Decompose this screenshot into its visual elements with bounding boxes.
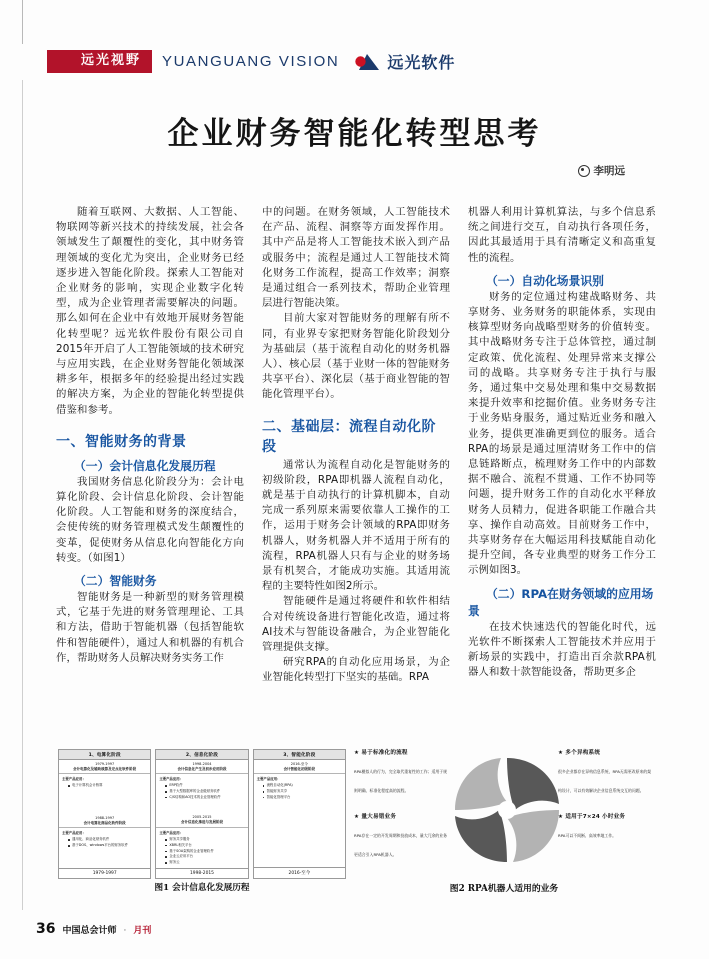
column-2: [262, 205, 450, 750]
paragraph: 通常认为流程自动化是智能财务的初级阶段，RPA即机器人流程自动化，就是基于自动执行的计算机脚本，自动完成一系列原来需要依靠人工操作的工作，运用于财务会计领域的RPA即财务机器人，财务机器人并不适用于所有的流程，RPA机器人只有与企业的财务场景有机契合，才能成功实施。其适用流程的主要特性如图2所示。: [262, 458, 450, 593]
masthead-brand: 远光软件: [387, 52, 456, 72]
stage-year: 1998-2004: [192, 761, 212, 766]
stage-body-2: [156, 828, 247, 868]
list-item: XBRL相关平台: [165, 843, 244, 848]
stage-item-list-2: [62, 837, 147, 848]
list-item: ERP软件: [165, 783, 244, 788]
stage-subtitle-2: [59, 814, 150, 828]
article-columns: [56, 205, 656, 750]
stage-item-list: [62, 783, 147, 788]
stage-subtitle-text-2: 会计信息化推进与发展阶段: [180, 820, 223, 825]
stage-year: 1979-1997: [95, 761, 115, 766]
stage-footer: 1998-2015: [156, 868, 247, 878]
paragraph: 智能硬件是通过将硬件和软件相结合对传统设备进行智能化改造，通过将AI技术与智能设备融合，为企业智能化管理提供支撑。: [262, 595, 450, 654]
subsection-heading: （二）RPA在财务领域的应用场景: [468, 586, 654, 618]
stage-subtitle-text: 会计信息化产生及初步应用阶段: [177, 766, 227, 771]
note-text: RPA模拟人的行为，完全取代重复性的工作；适用于规则明确、标准化程度高的流程。: [354, 768, 448, 793]
stage-footer: 1979-1997: [59, 868, 150, 878]
figure2-note-top-left: [354, 748, 450, 796]
figure2-note-top-right: [558, 748, 654, 796]
note-text: RPA存在一定的开发周期和投放成本，量大冗余的业务更适合引入RPA机器人。: [354, 832, 448, 857]
stage-item-list: [257, 783, 342, 800]
stage-year: 2016-至今: [290, 761, 308, 766]
stage-item-list-2: [159, 837, 244, 865]
masthead-logo: [353, 50, 455, 73]
list-item: 电子计算机会计核算: [68, 783, 147, 788]
stage-body-label-2: 主要产品应用：: [62, 831, 86, 836]
stage-subtitle: [59, 760, 150, 774]
stage-header: 3、智能化阶段: [254, 750, 345, 760]
paragraph: 在技术快速迭代的智能化时代，远光软件不断探索人工智能技术并应用于新场景的实践中，打造出百余款RPA机器人和数十款智能设备，帮助更多企: [468, 620, 656, 679]
masthead: [47, 48, 455, 74]
list-item: C/S结构和AO技术的企业管理软件: [165, 795, 244, 800]
paragraph: 我国财务信息化阶段分为：会计电算化阶段、会计信息化阶段、会计智能化阶段。人工智能和财务的深度结合，会使传统的财务管理模式发生颠覆性的变革，促使财务从信息化向智能化方向转变。（如图1）: [56, 475, 244, 564]
list-item: 基于SOA架构的企业管理软件: [165, 849, 244, 854]
note-star-heading: ★ 量大易错业务: [354, 814, 397, 820]
stage-header: 1、电算化阶段: [59, 750, 150, 760]
stage-body-label: 主要产品应用：: [159, 777, 184, 782]
figure1-stage-3: [253, 749, 346, 879]
list-item: 智能财务共享: [263, 789, 342, 794]
stage-body: [254, 774, 345, 823]
stage-subtitle: [156, 760, 247, 774]
stage-body: [59, 774, 150, 814]
note-text: 很多企业都存在异构信息系统，RPA无需更改原来的架构设计，可以有效解决企业信息系统交互的问题。: [558, 768, 652, 793]
stage-year-2: 2005-2015: [192, 815, 212, 820]
page-number: 36: [36, 921, 56, 937]
subsection-heading: （一）自动化场景识别: [486, 273, 604, 288]
stage-subtitle-2: [156, 814, 247, 828]
figure-2-caption: 图2 RPA机器人适用的业务: [449, 884, 559, 894]
section-heading: 一、智能财务的背景: [56, 433, 187, 450]
figure-1: [58, 749, 346, 879]
paragraph: 研究RPA的自动化应用场景，为企业智能化转型打下坚实的基础。RPA: [262, 656, 450, 684]
byline: [578, 163, 626, 178]
list-item: 流程自动化(RPA): [263, 783, 342, 788]
yuanguang-logo-icon: [353, 50, 383, 72]
stage-subtitle-text-2: 会计电算化商品化软件阶段: [83, 820, 126, 825]
note-text: RPA可以不间断、高效率地工作。: [558, 832, 617, 838]
page-title: 企业财务智能化转型思考: [167, 116, 542, 152]
list-item: 财务云: [165, 860, 244, 865]
figure2-note-bottom-left: [354, 812, 450, 860]
masthead-tag: 远光视野: [47, 50, 152, 73]
stage-item-list: [159, 783, 244, 800]
column-1: [56, 205, 244, 750]
list-item: 企业云应用平台: [165, 854, 244, 859]
list-item: 通用化、商品化财务软件: [68, 837, 147, 842]
spine-rule-top: [22, 0, 23, 44]
stage-body-label: 主要产品应用：: [256, 777, 281, 782]
figure-2: [354, 748, 654, 880]
stage-subtitle-text: 会计电算化及辅助核算及定点化软件阶段: [73, 766, 137, 771]
note-star-heading: ★ 适用于7×24 小时业务: [558, 814, 626, 820]
column-3: [468, 205, 656, 750]
issue-frequency: 月刊: [133, 926, 152, 936]
stage-body-2: [59, 828, 150, 868]
list-item: 财务共享服务: [165, 837, 244, 842]
figure1-stage-2: [155, 749, 248, 879]
paragraph: 随着互联网、大数据、人工智能、物联网等新兴技术的持续发展，社会各领域发生了颠覆性的变化，其中财务管理领域的变化尤为突出，企业财务已经逐步进入智能化阶段。探索人工智能对企业财务的影响，实现企业数字化转型，成为企业管理者需要解决的问题。那么如何在企业中有效地开展财务智能化转型呢？远光软件股份有限公司自2015年开启了人工智能领域的技术研究与应用实践，在企业财务智能化领域深耕多年，根据多年的经验提出经过实践的解决方案，为企业的智能化转型提供借鉴和参考。: [56, 206, 244, 416]
paragraph: 中的问题。在财务领域，人工智能技术在产品、流程、洞察等方面发挥作用。其中产品是将人工智能技术嵌入到产品或服务中；流程是通过人工智能技术简化财务工作流程，提高工作效率；洞察是通过组合一系列技术，帮助企业管理层进行智能决策。: [262, 206, 450, 310]
note-star-heading: ★ 易于标准化的流程: [354, 750, 408, 756]
section-heading: 二、基础层：流程自动化阶段: [262, 418, 436, 455]
list-item: 智能化管理平台: [263, 795, 342, 800]
paragraph: 机器人利用计算机算法，与多个信息系统之间进行交互，自动执行各项任务，因此其最适用于具有清晰定义和高重复性的流程。: [468, 206, 656, 264]
subsection-heading: （一）会计信息化发展历程: [74, 458, 216, 473]
paragraph: 财务的定位通过构建战略财务、共享财务、业务财务的职能体系，实现由核算型财务向战略型财务的价值转变。其中战略财务专注于总体管控，通过制定政策、优化流程、处理异常来支撑公司的战略。共享财务专注于执行与服务，通过集中交易处理和集中交易数据来提升效率和挖掘价值。业务财务专注于业务贴身服务，通过贴近业务和融入业务，提供更准确更到位的服务。适合RPA的场景是通过厘清财务工作中的信息链路断点，梳理财务工作中的内部数据不融合、流程不贯通、工作不协同等问题，提升财务工作的自动化水平释放财务人员精力，促进各职能工作融合共享、操作自动高效。目前财务工作中，共享财务存在大幅运用科技赋能自动化提升空间，各专业典型的财务工作分工示例如图3。: [468, 290, 656, 577]
page-footer: [36, 921, 151, 937]
footer-separator: ·: [123, 926, 127, 936]
list-item: 基于DOS、windows平台的财务软件: [68, 843, 147, 848]
figure-1-caption: 图1 会计信息化发展历程: [154, 883, 250, 893]
figure2-note-bottom-right: [558, 812, 654, 841]
stage-footer: 2016-至今: [254, 867, 345, 878]
figure1-stage-1: [58, 749, 151, 879]
stage-spacer: [254, 823, 345, 867]
masthead-english: YUANGUANG VISION: [162, 52, 340, 70]
stage-subtitle: [254, 760, 345, 774]
list-item: 基于大型数据库的企业级财务软件: [165, 789, 244, 794]
note-star-heading: ★ 多个异构系统: [558, 750, 601, 756]
author-name: 李明远: [593, 165, 625, 177]
stage-body-label: 主要产品应用：: [62, 777, 86, 782]
spine-rule-bottom: [22, 80, 23, 910]
magazine-name: 中国总会计师: [62, 926, 117, 936]
stage-header: 2、信息化阶段: [156, 750, 247, 760]
pinwheel-circle-icon: [449, 752, 565, 868]
subsection-heading: （二）智能财务: [74, 574, 157, 589]
paragraph: 智能财务是一种新型的财务管理模式，它基于先进的财务管理理论、工具和方法，借助于智能机器（包括智能软件和智能硬件），通过人和机器的有机合作，帮助财务人员解决财务实务工作: [56, 591, 244, 664]
author-eye-icon: [578, 165, 590, 177]
paragraph: 目前大家对智能财务的理解有所不同，有业界专家把财务智能化阶段划分为基础层（基于流程自动化的财务机器人）、核心层（基于业财一体的智能财务共享平台）、深化层（基于商业智能的智能化管理平台）。: [262, 312, 450, 401]
stage-subtitle-text: 会计智能化初级阶段: [283, 766, 316, 771]
stage-body-label-2: 主要产品应用：: [159, 830, 184, 835]
stage-year-2: 1988-1997: [95, 815, 115, 820]
stage-body: [156, 774, 247, 814]
